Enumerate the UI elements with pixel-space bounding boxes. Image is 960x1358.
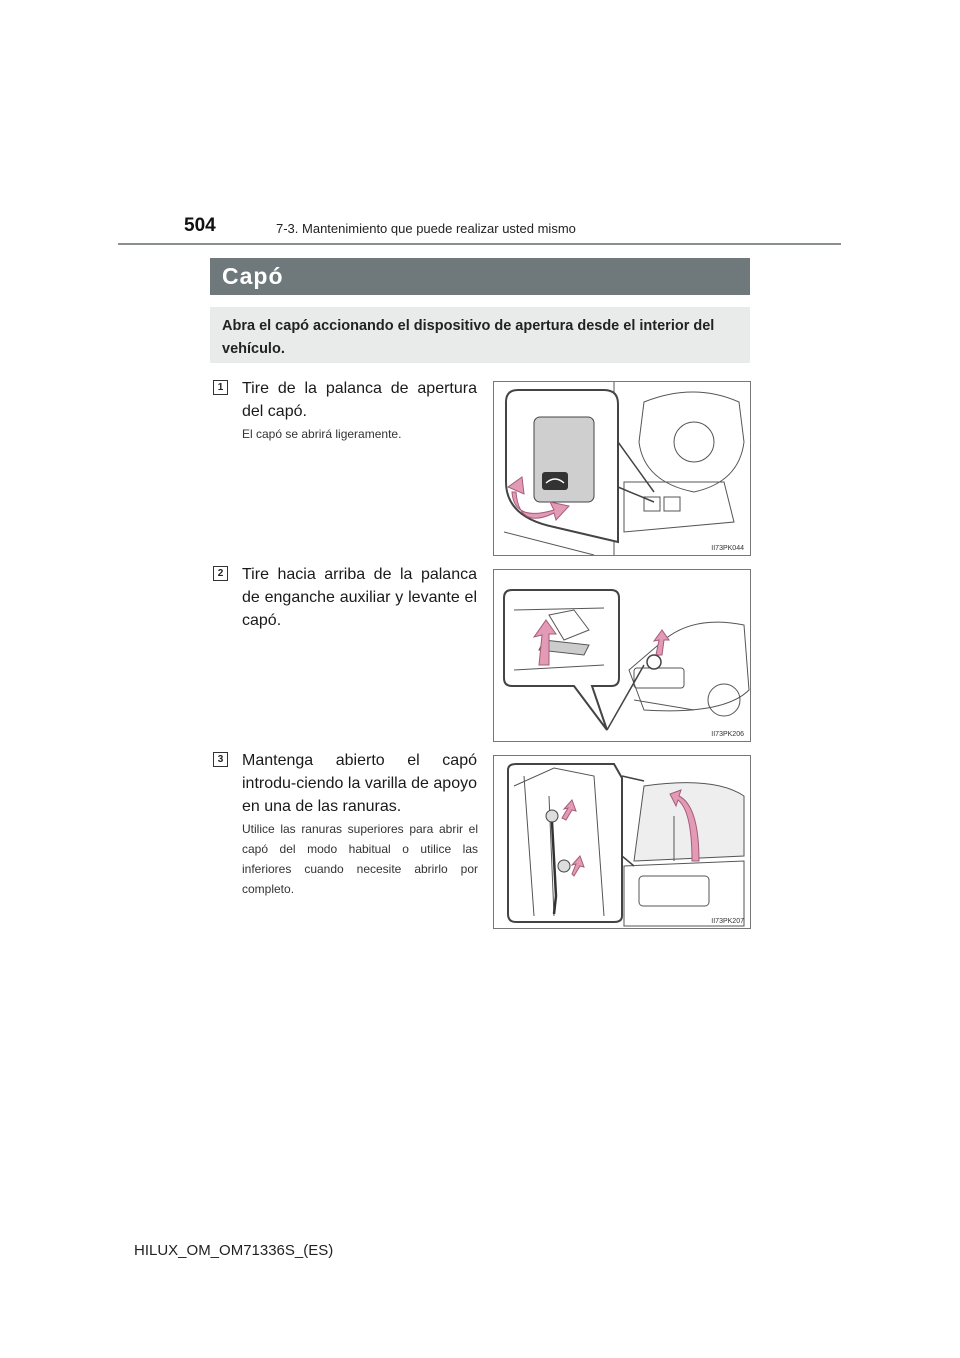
page-title: Capó	[222, 263, 284, 289]
title-bar	[210, 258, 750, 295]
step-3-note: Utilice las ranuras superiores para abrir el capó del modo habitual o utilice las inferiores cuando necesite abrirlo por completo.	[242, 822, 478, 896]
hood-release-illustration	[494, 382, 750, 555]
page-number: 504	[184, 215, 216, 236]
intro-box	[210, 307, 750, 363]
figure-hood-release-lever	[493, 381, 751, 556]
figure-code-2: II73PK206	[711, 731, 744, 738]
auxiliary-latch-illustration	[494, 570, 750, 741]
support-rod-illustration	[494, 756, 750, 928]
step-1-note: El capó se abrirá ligeramente.	[242, 427, 402, 441]
step-2-text: Tire hacia arriba de la palanca de enganche auxiliar y levante el capó.	[242, 566, 477, 629]
step-number-2: 2	[213, 566, 228, 581]
step-1-text: Tire de la palanca de apertura del capó.	[242, 380, 477, 420]
intro-text: Abra el capó accionando el dispositivo de apertura desde el interior del vehículo.	[222, 318, 715, 357]
figure-auxiliary-latch	[493, 569, 751, 742]
step-3-text: Mantenga abierto el capó introdu-ciendo la varilla de apoyo en una de las ranuras.	[242, 752, 477, 815]
step-number-1: 1	[213, 380, 228, 395]
figure-code-3: II73PK207	[711, 918, 744, 925]
header-rule	[118, 243, 841, 245]
footer-doc-id: HILUX_OM_OM71336S_(ES)	[134, 1242, 334, 1259]
section-title: 7-3. Mantenimiento que puede realizar usted mismo	[276, 221, 576, 236]
figure-support-rod	[493, 755, 751, 929]
step-number-3: 3	[213, 752, 228, 767]
figure-code-1: II73PK044	[711, 545, 744, 552]
